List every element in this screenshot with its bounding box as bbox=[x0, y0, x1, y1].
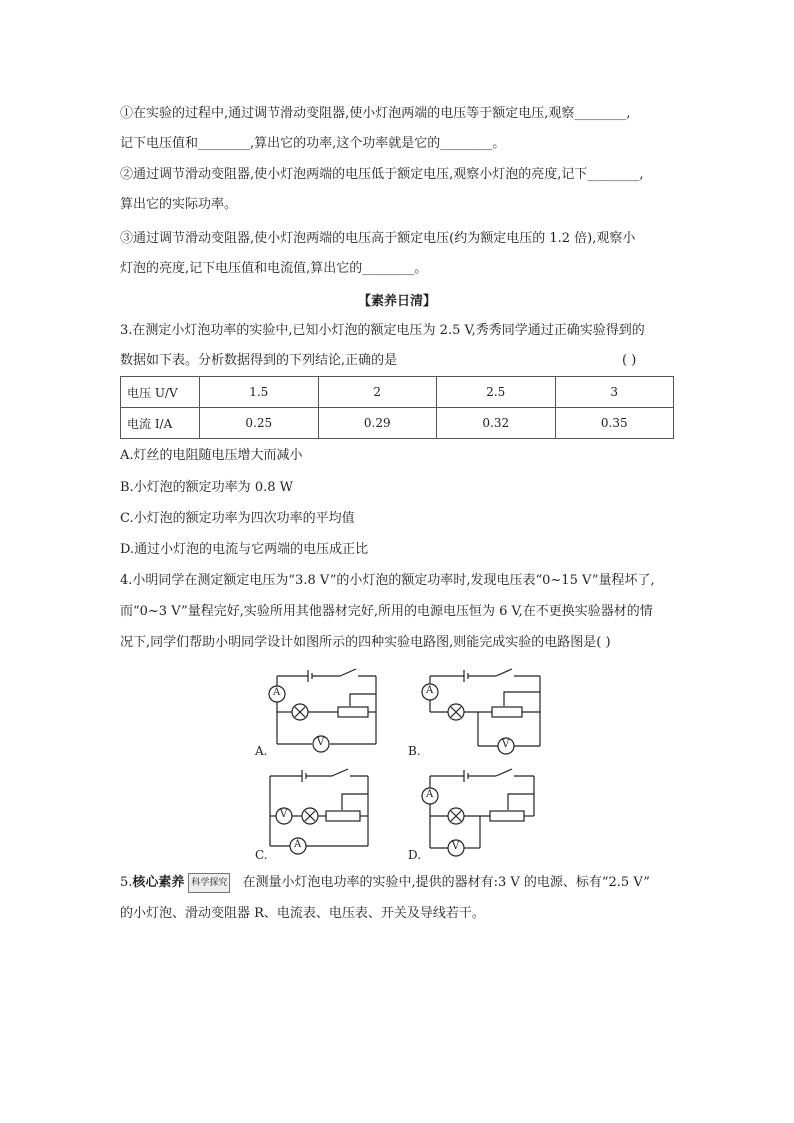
q4-line3: 况下,同学们帮助小明同学设计如图所示的四种实验电路图,则能完成实验的电路图是( ) bbox=[120, 635, 611, 650]
circuit-label-d: D. bbox=[408, 848, 422, 862]
ammeter-label: A bbox=[426, 789, 434, 800]
voltage-cell: 1.5 bbox=[200, 377, 319, 408]
voltmeter-label: V bbox=[502, 739, 510, 750]
section-title: 【素养日清】 bbox=[357, 294, 436, 309]
q3-option-d: D.通过小灯泡的电流与它两端的电压成正比 bbox=[120, 542, 369, 557]
q5-number: 5. bbox=[120, 875, 133, 890]
core-literacy-badge: 核心素养 bbox=[132, 875, 185, 890]
voltmeter-label: V bbox=[317, 737, 325, 748]
data-table bbox=[120, 376, 674, 439]
current-cell: 0.25 bbox=[200, 408, 319, 439]
voltage-cell: 2.5 bbox=[437, 377, 556, 408]
q5-line1 bbox=[120, 873, 650, 893]
q5-line2: 的小灯泡、滑动变阻器 R、电流表、电压表、开关及导线若干。 bbox=[120, 906, 485, 921]
current-cell: 0.29 bbox=[318, 408, 437, 439]
circuit-diagram-c bbox=[262, 764, 382, 863]
q5-text-line1: 在测量小灯泡电功率的实验中,提供的器材有:3 V 的电源、标有“2.5 V” bbox=[242, 875, 650, 890]
current-cell: 0.32 bbox=[437, 408, 556, 439]
voltmeter-label: V bbox=[452, 841, 460, 852]
step3-line1: ③通过调节滑动变阻器,使小灯泡两端的电压高于额定电压(约为额定电压的 1.2 倍),观察小 bbox=[120, 231, 636, 246]
circuit-label-c: C. bbox=[255, 848, 268, 862]
q3-line2: 数据如下表。分析数据得到的下列结论,正确的是 bbox=[120, 353, 398, 368]
step3-line2: 灯泡的亮度,记下电压值和电流值,算出它的________。 bbox=[120, 261, 428, 276]
step1-line2: 记下电压值和________,算出它的功率,这个功率就是它的________。 bbox=[120, 136, 506, 151]
circuit-d-symbols bbox=[418, 764, 548, 859]
science-inquiry-tag: 科学探究 bbox=[188, 873, 230, 893]
voltage-cell: 3 bbox=[555, 377, 674, 408]
circuit-label-b: B. bbox=[408, 744, 421, 758]
table-row-voltage bbox=[121, 377, 674, 408]
circuit-b-symbols bbox=[418, 664, 548, 754]
current-label: 电流 I/A bbox=[121, 408, 200, 439]
ammeter-label: A bbox=[426, 685, 434, 696]
q3-option-b: B.小灯泡的额定功率为 0.8 W bbox=[120, 480, 293, 495]
circuit-diagram-d bbox=[418, 764, 548, 863]
voltage-cell: 2 bbox=[318, 377, 437, 408]
circuit-diagram-b bbox=[418, 664, 548, 758]
q3-option-a: A.灯丝的电阻随电压增大而减小 bbox=[120, 448, 303, 463]
step1-line1: ①在实验的过程中,通过调节滑动变阻器,使小灯泡两端的电压等于额定电压,观察________, bbox=[120, 106, 631, 121]
table-row-current bbox=[121, 408, 674, 439]
step2-line1: ②通过调节滑动变阻器,使小灯泡两端的电压低于额定电压,观察小灯泡的亮度,记下________, bbox=[120, 167, 644, 182]
q3-line1: 3.在测定小灯泡功率的实验中,已知小灯泡的额定电压为 2.5 V,秀秀同学通过正确实验得到的 bbox=[120, 323, 645, 338]
voltmeter-label: V bbox=[280, 809, 288, 820]
step2-line2: 算出它的实际功率。 bbox=[120, 197, 238, 212]
ammeter-label: A bbox=[273, 687, 281, 698]
ammeter-label: A bbox=[294, 839, 302, 850]
circuit-label-a: A. bbox=[255, 744, 268, 758]
current-cell: 0.35 bbox=[555, 408, 674, 439]
q3-option-c: C.小灯泡的额定功率为四次功率的平均值 bbox=[120, 511, 355, 526]
q4-line2: 而“0~3 V”量程完好,实验所用其他器材完好,所用的电源电压恒为 6 V,在不更换实验器材的情 bbox=[120, 604, 653, 619]
q4-line1: 4.小明同学在测定额定电压为“3.8 V”的小灯泡的额定功率时,发现电压表“0~15 V”量程坏了, bbox=[120, 573, 655, 588]
circuit-diagram-a bbox=[262, 664, 382, 758]
q3-answer-bracket: ( ) bbox=[622, 353, 637, 368]
voltage-label: 电压 U/V bbox=[121, 377, 200, 408]
